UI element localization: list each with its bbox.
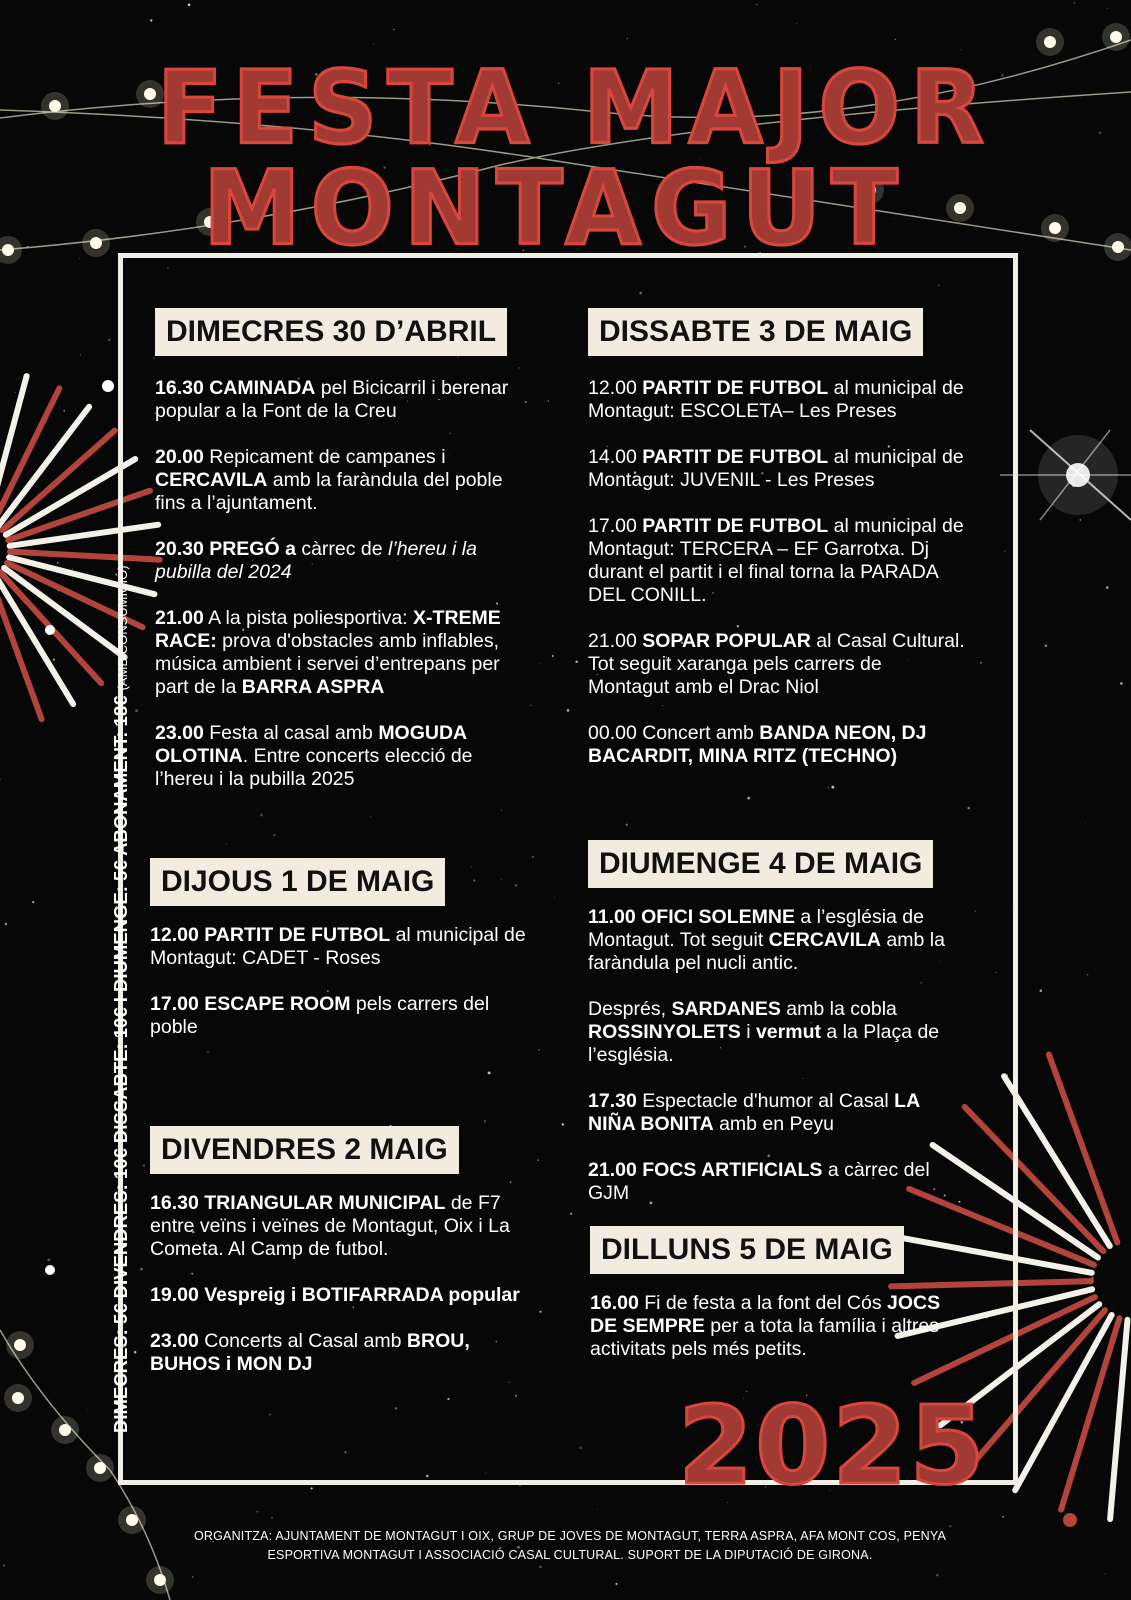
day-heading: DIVENDRES 2 MAIG — [150, 1126, 459, 1174]
prices-vertical-text — [110, 353, 132, 1433]
poster-year: 2025 — [678, 1384, 987, 1509]
event-item: 21.00 SOPAR POPULAR al Casal Cultural. Tot seguit xaranga pels carrers de Montagut amb el Drac Niol — [588, 630, 965, 698]
event-item: 23.00 Festa al casal amb MOGUDA OLOTINA. Entre concerts elecció de l’hereu i la pubilla 2025 — [155, 722, 473, 790]
day-block-thu — [150, 858, 530, 1039]
event-item: 17.00 ESCAPE ROOM pels carrers del poble — [150, 993, 490, 1038]
event-item: 14.00 PARTIT DE FUTBOL al municipal de Montagut: JUVENIL - Les Preses — [588, 446, 964, 491]
event-item: 17.30 Espectacle d'humor al Casal LA NIÑA BONITA amb en Peyu — [588, 1090, 920, 1135]
day-heading: DILLUNS 5 DE MAIG — [590, 1226, 904, 1274]
day-block-sat — [588, 308, 968, 768]
event-item: 12.00 PARTIT DE FUTBOL al municipal de Montagut: CADET - Roses — [150, 924, 526, 969]
prices-main: DIMECRES: 5€ DIVENDRES: 10€ DISSABTE: 10€ I DIUMENGE: 5€ ABONAMENT: 18€ — [110, 690, 131, 1433]
day-heading: DIUMENGE 4 DE MAIG — [588, 840, 933, 888]
day-heading: DIJOUS 1 DE MAIG — [150, 858, 445, 906]
event-item: 11.00 OFICI SOLEMNE a l’església de Montagut. Tot seguit CERCAVILA amb la faràndula pel nucli antic. — [588, 906, 945, 974]
event-item: 12.00 PARTIT DE FUTBOL al municipal de Montagut: ESCOLETA– Les Preses — [588, 377, 964, 422]
event-item: 00.00 Concert amb BANDA NEON, DJ BACARDIT, MINA RITZ (TECHNO) — [588, 722, 927, 767]
day-block-fri — [150, 1126, 530, 1376]
event-item: 21.00 FOCS ARTIFICIALS a càrrec del GJM — [588, 1159, 930, 1204]
prices-note: (AMB CONSUMICIÓ) — [115, 565, 130, 691]
poster-title-line1: FESTA MAJOR — [156, 49, 995, 167]
footer-line1: ORGANITZA: AJUNTAMENT DE MONTAGUT I OIX, GRUP DE JOVES DE MONTAGUT, TERRA ASPRA, AFA MONT COS, PENYA — [193, 1529, 947, 1543]
day-block-sun — [588, 840, 968, 1205]
footer-line2: ESPORTIVA MONTAGUT I ASSOCIACIÓ CASAL CULTURAL. SUPORT DE LA DIPUTACIÓ DE GIRONA. — [267, 1548, 873, 1562]
day-heading: DISSABTE 3 DE MAIG — [588, 308, 923, 356]
event-item: 17.00 PARTIT DE FUTBOL al municipal de Montagut: TERCERA – EF Garrotxa. Dj durant el partit i el final torna la PARADA DEL CONILL. — [588, 515, 964, 606]
event-item: 20.00 Repicament de campanes i CERCAVILA amb la faràndula del poble fins a l’ajuntament. — [155, 446, 503, 514]
event-item: 21.00 A la pista poliesportiva: X-TREME RACE: prova d'obstacles amb inflables, música ambient i servei d’entrepans per part de la BARRA ASPRA — [155, 607, 501, 698]
event-item: 19.00 Vespreig i BOTIFARRADA popular — [150, 1284, 520, 1306]
organizers-footer — [130, 1527, 1010, 1565]
event-item: Després, SARDANES amb la cobla ROSSINYOLETS i vermut a la Plaça de l’església. — [588, 998, 940, 1066]
day-heading: DIMECRES 30 D’ABRIL — [155, 308, 507, 356]
event-item: 16.00 Fi de festa a la font del Cós JOCS DE SEMPRE per a tota la família i altres activitats pels més petits. — [590, 1292, 941, 1360]
lens-flare — [1000, 430, 1131, 520]
poster-title-line2: MONTAGUT — [203, 149, 908, 269]
event-item: 16.30 CAMINADA pel Bicicarril i berenar popular a la Font de la Creu — [155, 377, 509, 422]
day-block-wed — [155, 308, 535, 791]
event-item: 20.30 PREGÓ a càrrec de l’hereu i la pubilla del 2024 — [155, 538, 477, 583]
day-block-mon — [590, 1226, 970, 1361]
event-item: 23.00 Concerts al Casal amb BROU, BUHOS i MON DJ — [150, 1330, 470, 1375]
event-item: 16.30 TRIANGULAR MUNICIPAL de F7 entre veïns i veïnes de Montagut, Oix i La Cometa. Al Camp de futbol. — [150, 1192, 510, 1260]
